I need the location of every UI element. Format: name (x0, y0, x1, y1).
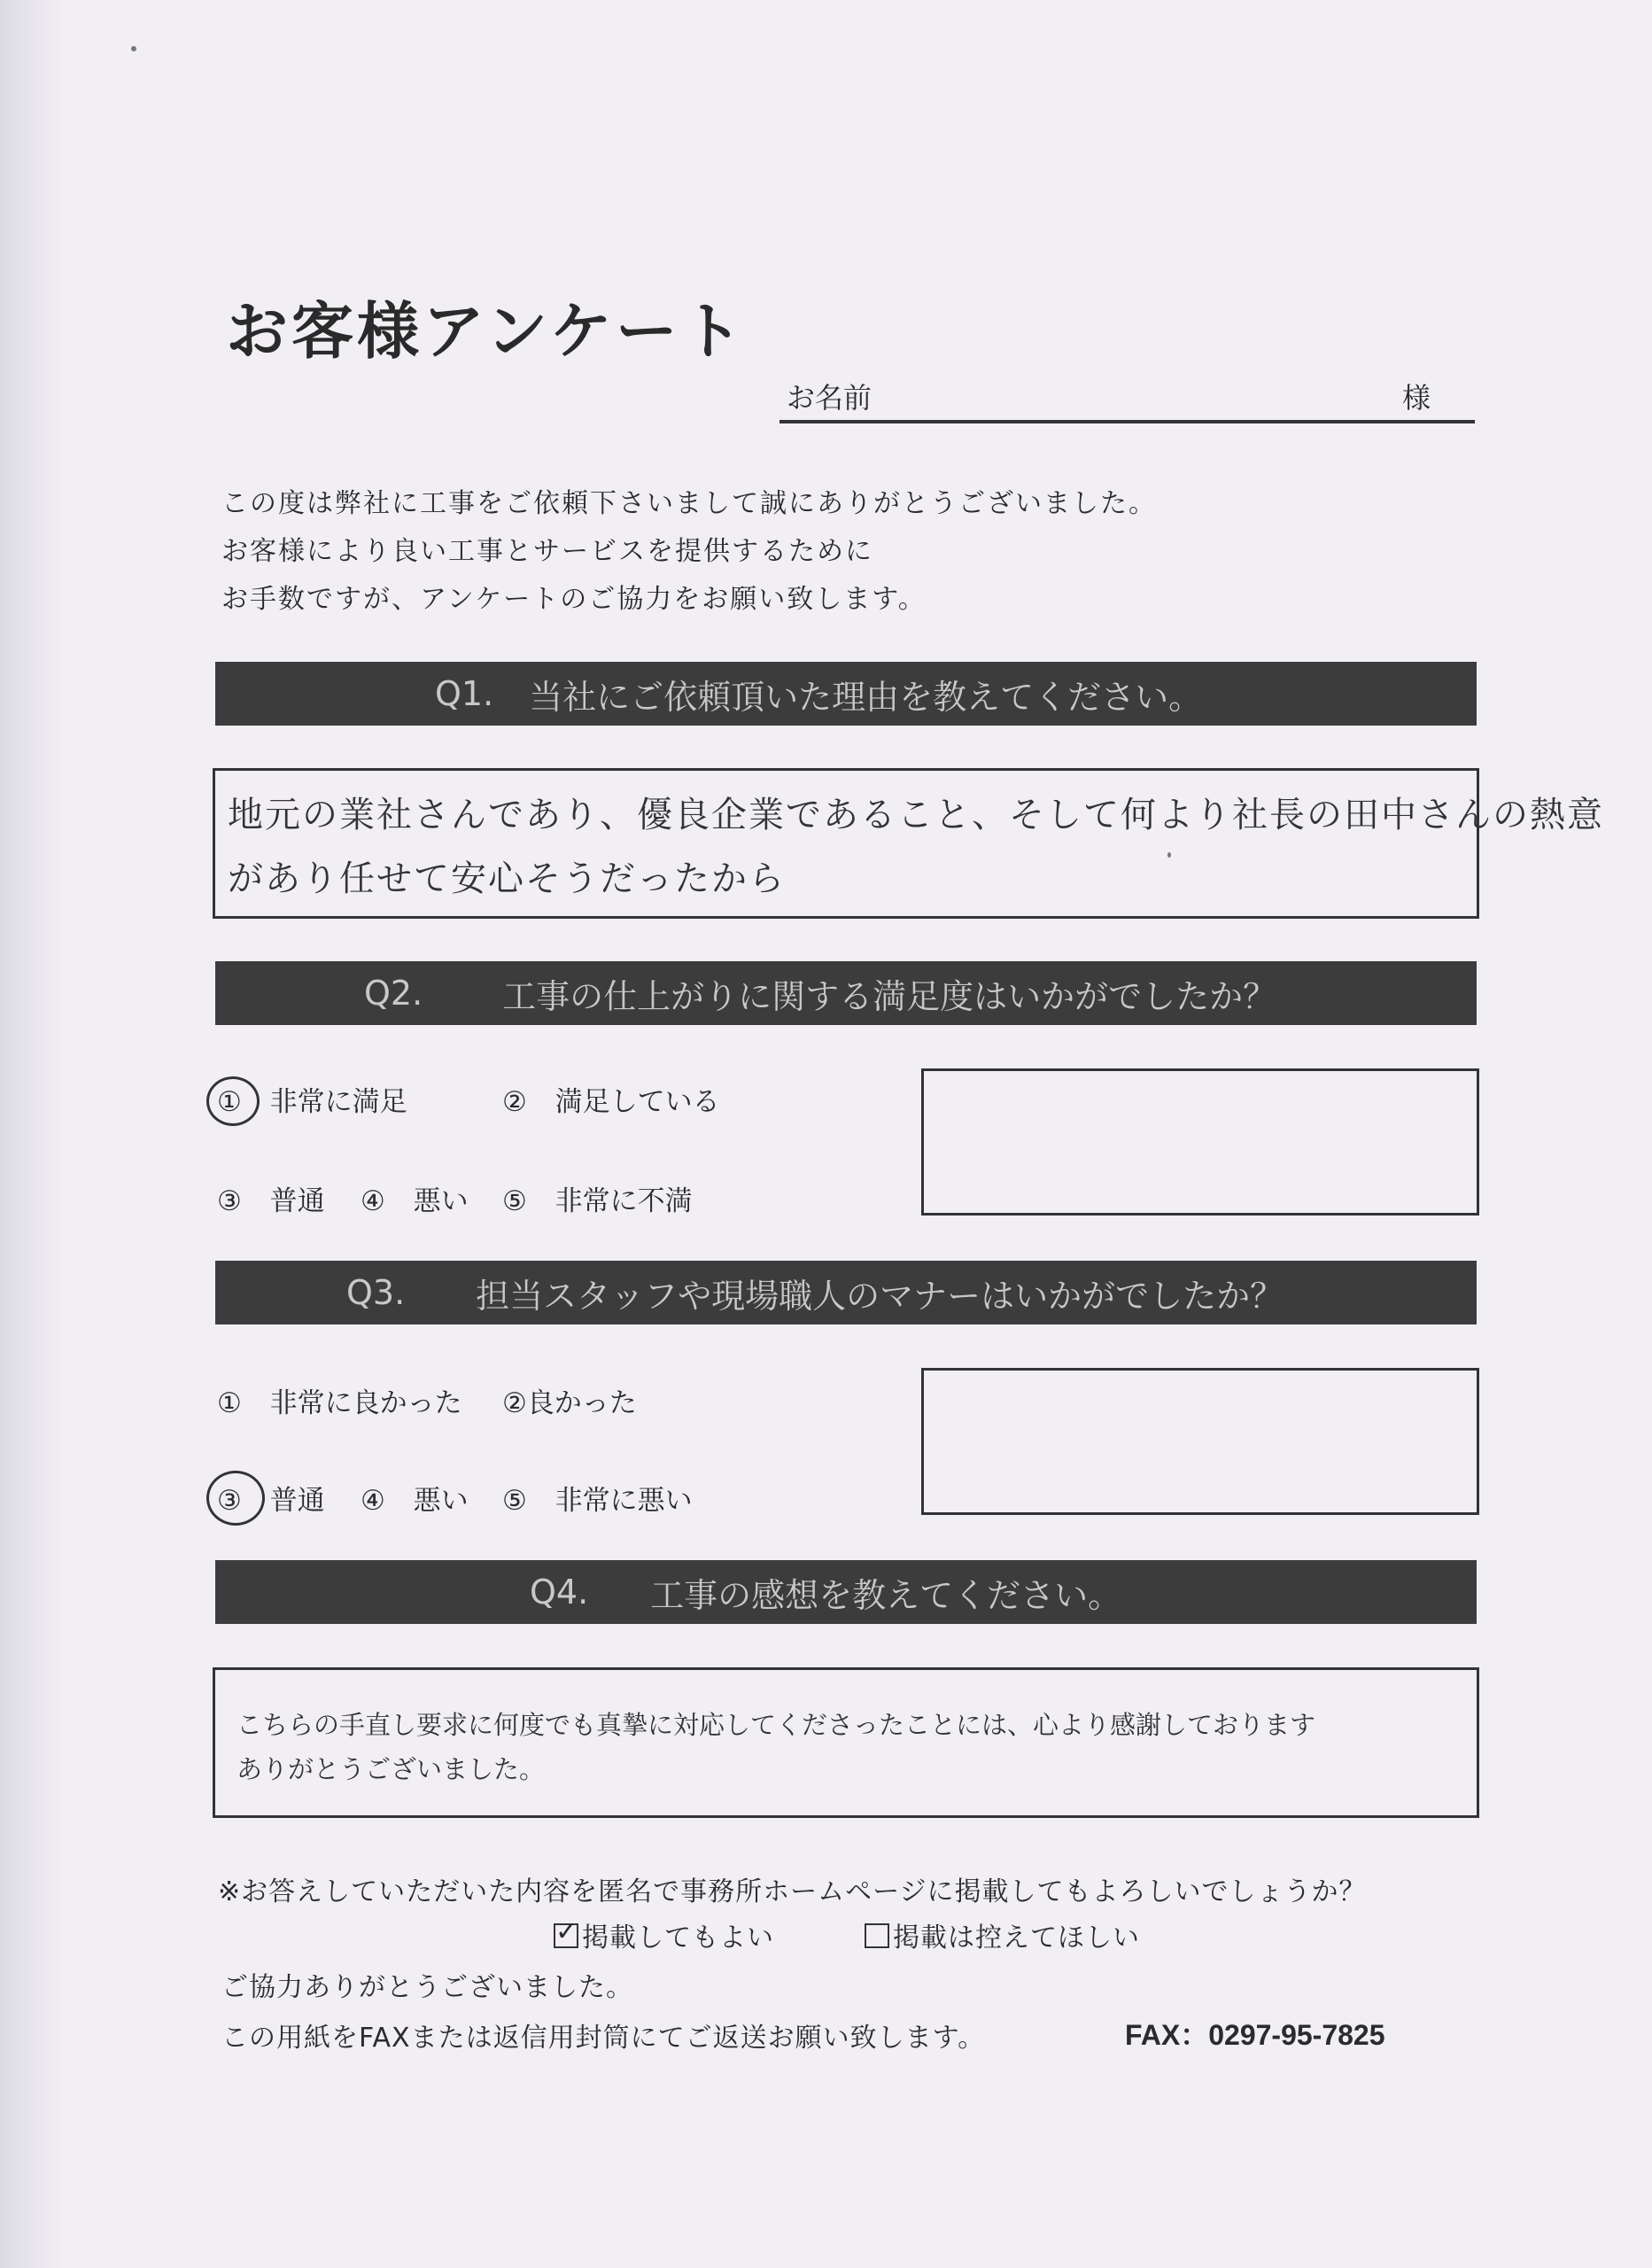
q3-option-4-number: ④ (361, 1485, 385, 1517)
q2-option-2[interactable] (502, 1079, 720, 1119)
q2-option-1[interactable] (217, 1079, 407, 1119)
return-note: この用紙をFAXまたは返信用封筒にてご返送お願い致します。 (221, 2023, 986, 2054)
q2-option-4-label: 悪い (413, 1185, 469, 1217)
q3-option-1-number: ① (217, 1387, 242, 1419)
q2-question: 工事の仕上がりに関する満足度はいかがでしたか？ (502, 976, 1277, 1016)
q2-option-1-label: 非常に満足 (269, 1086, 407, 1118)
q2-option-2-label: 満足している (555, 1086, 720, 1118)
q4-answer-box[interactable] (213, 1667, 1479, 1818)
q2-option-3-number: ③ (217, 1185, 242, 1217)
q3-option-5[interactable] (502, 1478, 693, 1518)
q2-option-2-number: ② (502, 1086, 527, 1118)
q4-answer-line: こちらの手直し要求に何度でも真摯に対応してくださったことには、心より感謝しております (237, 1710, 1316, 1740)
q3-option-4-label: 悪い (413, 1485, 469, 1517)
scan-speck (131, 46, 136, 51)
q4-number: Q4. (530, 1573, 589, 1612)
scan-edge-shadow (0, 0, 62, 2268)
thanks-text: ご協力ありがとうございました。 (221, 1972, 633, 2003)
q2-option-4-number: ④ (361, 1185, 385, 1217)
q3-question: 担当スタッフや現場職人のマナーはいかがでしたか？ (476, 1276, 1284, 1316)
q1-answer-line: があり任せて安心そうだったから (228, 858, 786, 899)
publish-option-no[interactable] (865, 1915, 1140, 1954)
q2-option-5-label: 非常に不満 (555, 1185, 693, 1217)
q3-option-2-number: ② (502, 1387, 527, 1419)
intro-line: この度は弊社に工事をご依頼下さいまして誠にありがとうございました。 (221, 488, 1157, 519)
publish-no-checkbox[interactable] (865, 1923, 889, 1948)
q3-option-2[interactable] (502, 1380, 637, 1420)
q2-option-1-number: ① (217, 1086, 242, 1118)
name-suffix: 様 (1402, 381, 1431, 415)
publish-yes-label: 掲載してもよい (582, 1922, 774, 1953)
q3-header (215, 1261, 1477, 1324)
q1-answer-box[interactable] (213, 768, 1604, 919)
intro-line: お手数ですが、アンケートのご協力をお願い致します。 (221, 584, 927, 615)
q3-comment-box[interactable] (921, 1368, 1479, 1515)
q1-number: Q1. (435, 674, 494, 713)
q3-option-5-number: ⑤ (502, 1485, 527, 1517)
q1-answer-line: 地元の業社さんであり、優良企業であること、そして何より社長の田中さんの熱意 (228, 795, 1604, 835)
q2-option-5-number: ⑤ (502, 1185, 527, 1217)
q1-question: 当社にご依頼頂いた理由を教えてください。 (529, 677, 1203, 717)
q3-option-2-label: 良かった (526, 1387, 637, 1419)
q3-option-3[interactable] (217, 1478, 325, 1518)
q4-header (215, 1560, 1477, 1624)
q3-number: Q3. (346, 1273, 406, 1312)
name-label: お名前 (787, 381, 873, 415)
fax-number: FAX：0297-95-7825 (1125, 2019, 1385, 2051)
q3-option-3-number: ③ (217, 1485, 242, 1517)
publish-question: ※お答えしていただいた内容を匿名で事務所ホームページに掲載してもよろしいでしょうか？ (218, 1876, 1367, 1907)
q2-comment-box[interactable] (921, 1068, 1479, 1216)
q3-option-4[interactable] (361, 1478, 469, 1518)
q2-option-3-label: 普通 (269, 1185, 325, 1217)
q2-option-5[interactable] (502, 1178, 693, 1218)
q3-option-1[interactable] (217, 1380, 462, 1420)
q3-option-1-label: 非常に良かった (269, 1387, 462, 1419)
q1-header (215, 662, 1477, 726)
publish-yes-checkbox[interactable] (554, 1923, 578, 1948)
q2-header (215, 961, 1477, 1025)
name-input-line[interactable] (779, 420, 1475, 423)
publish-option-yes[interactable] (554, 1915, 774, 1954)
q2-option-4[interactable] (361, 1178, 469, 1218)
q4-question: 工事の感想を教えてください。 (650, 1575, 1122, 1615)
q3-option-5-label: 非常に悪い (555, 1485, 693, 1517)
intro-line: お客様により良い工事とサービスを提供するために (221, 536, 873, 567)
q2-option-3[interactable] (217, 1178, 325, 1218)
q3-option-3-label: 普通 (269, 1485, 325, 1517)
q2-number: Q2. (364, 974, 423, 1013)
page-title: お客様アンケート (226, 295, 747, 368)
publish-no-label: 掲載は控えてほしい (893, 1922, 1140, 1953)
q4-answer-line: ありがとうございました。 (237, 1754, 546, 1784)
